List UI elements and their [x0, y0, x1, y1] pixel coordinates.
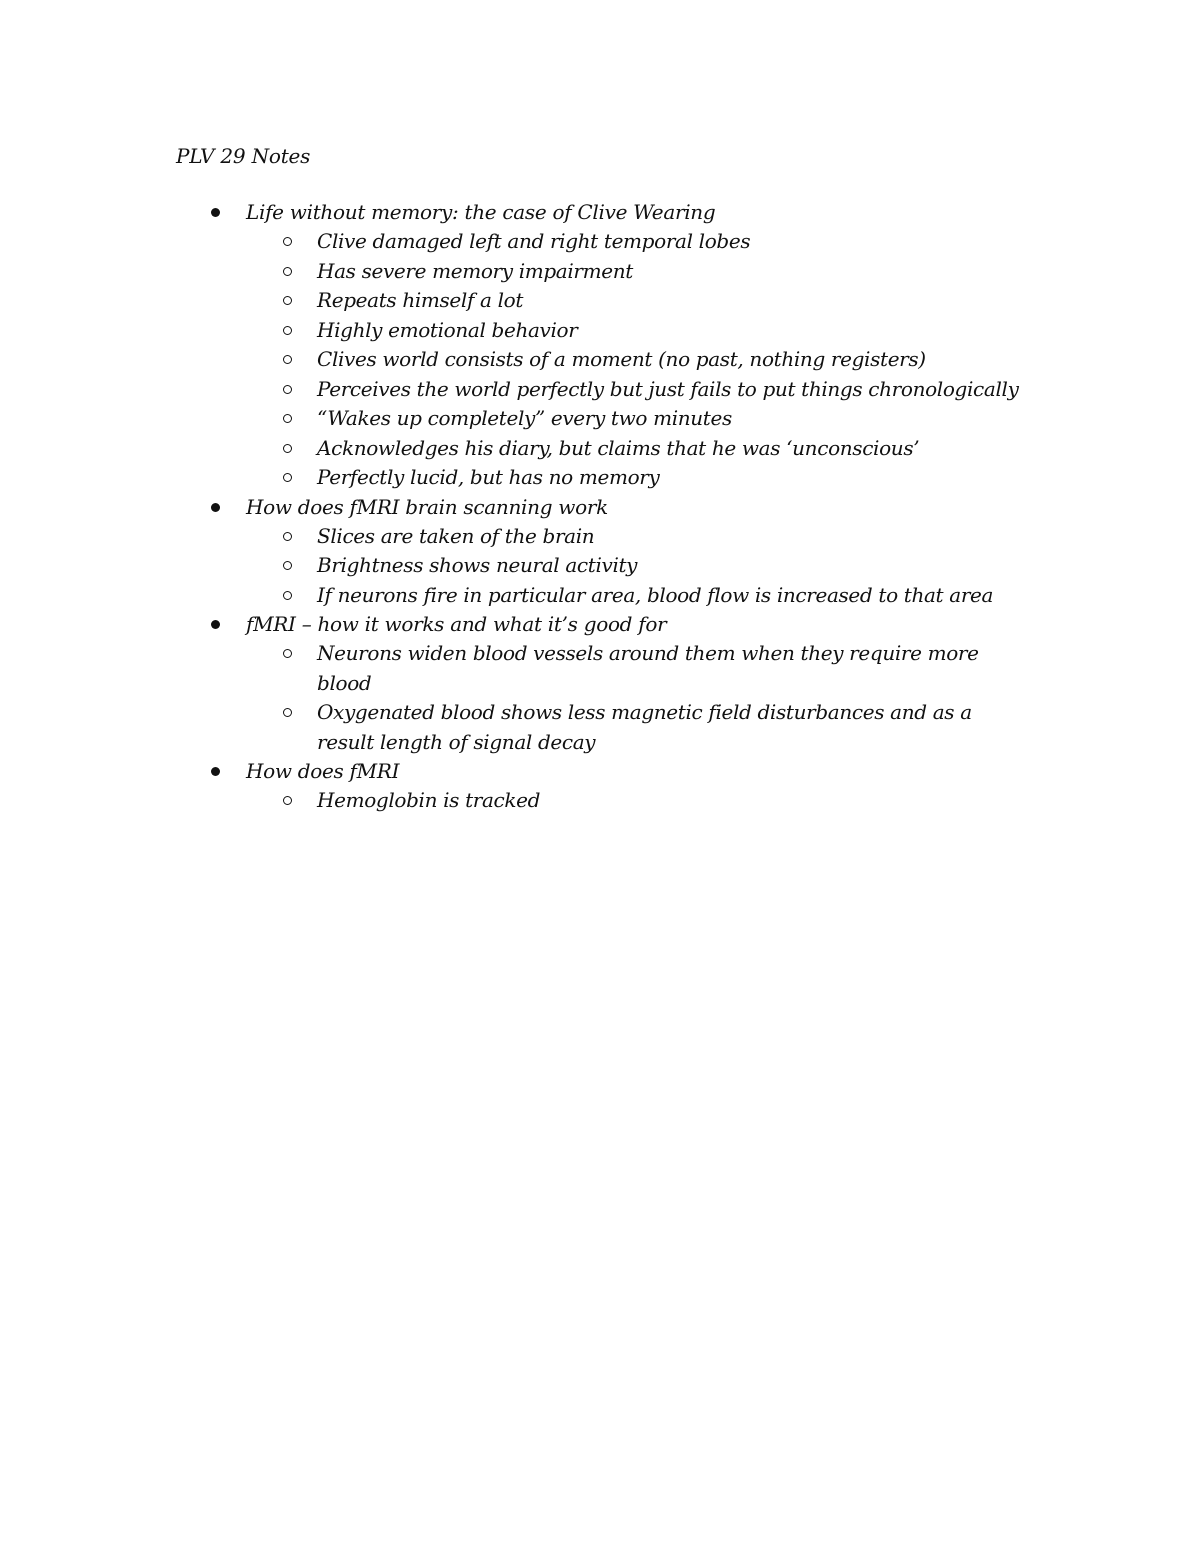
hollow-bullet-icon [283, 267, 292, 276]
list-item [0, 345, 1200, 375]
outline-section [0, 493, 1200, 611]
list-item-text: Perfectly lucid, but has no memory [317, 465, 660, 489]
list-item [0, 257, 1200, 287]
section-heading-row [0, 757, 1200, 786]
section-heading-row [0, 493, 1200, 522]
section-heading: How does fMRI brain scanning work [246, 494, 608, 519]
list-item-text: Brightness shows neural activity [317, 553, 638, 577]
hollow-bullet-icon [283, 237, 292, 246]
list-item-text: Acknowledges his diary, but claims that he was ‘unconscious’ [317, 435, 920, 460]
hollow-bullet-icon [283, 444, 292, 453]
list-item-text: Slices are taken of the brain [317, 523, 595, 548]
list-item [0, 581, 1200, 611]
list-item [0, 463, 1200, 493]
filled-bullet-icon [211, 620, 220, 629]
list-item-text: Highly emotional behavior [317, 317, 578, 342]
outline-section [0, 198, 1200, 493]
hollow-bullet-icon [283, 591, 292, 600]
section-heading: Life without memory: the case of Clive Wearing [246, 200, 716, 224]
list-item [0, 404, 1200, 434]
list-item-text: Clives world consists of a moment (no past, nothing registers) [317, 347, 926, 371]
sub-list [0, 227, 1200, 493]
filled-bullet-icon [211, 503, 220, 512]
notes-outline [0, 198, 1200, 816]
sub-list [0, 639, 1200, 757]
section-heading-row [0, 610, 1200, 639]
page-title: PLV 29 Notes [176, 144, 311, 168]
list-item-text: Neurons widen blood vessels around them when they require more blood [317, 641, 979, 695]
hollow-bullet-icon [283, 708, 292, 717]
hollow-bullet-icon [283, 532, 292, 541]
hollow-bullet-icon [283, 355, 292, 364]
list-item-text: Perceives the world perfectly but just fails to put things chronologically [317, 376, 1019, 401]
list-item [0, 227, 1200, 257]
hollow-bullet-icon [283, 326, 292, 335]
section-heading: How does fMRI [246, 759, 400, 783]
list-item [0, 316, 1200, 346]
sub-list [0, 786, 1200, 816]
hollow-bullet-icon [283, 385, 292, 394]
list-item-text: “Wakes up completely” every two minutes [317, 406, 732, 430]
list-item-text: Clive damaged left and right temporal lobes [317, 229, 751, 253]
list-item-text: Hemoglobin is tracked [317, 788, 541, 812]
list-item [0, 639, 1200, 698]
list-item-text: Repeats himself a lot [317, 288, 524, 312]
list-item [0, 698, 1200, 757]
hollow-bullet-icon [283, 414, 292, 423]
filled-bullet-icon [211, 767, 220, 776]
outline-section [0, 610, 1200, 757]
hollow-bullet-icon [283, 649, 292, 658]
list-item-text: Has severe memory impairment [317, 258, 633, 283]
filled-bullet-icon [211, 208, 220, 217]
list-item [0, 434, 1200, 464]
list-item [0, 786, 1200, 816]
list-item-text: If neurons fire in particular area, blood flow is increased to that area [317, 582, 994, 607]
outline-section [0, 757, 1200, 816]
list-item [0, 551, 1200, 581]
hollow-bullet-icon [283, 561, 292, 570]
section-heading-row [0, 198, 1200, 227]
list-item [0, 375, 1200, 405]
hollow-bullet-icon [283, 473, 292, 482]
list-item-text: Oxygenated blood shows less magnetic field disturbances and as a result length of signal decay [317, 700, 972, 754]
list-item [0, 522, 1200, 552]
hollow-bullet-icon [283, 296, 292, 305]
section-heading: fMRI – how it works and what it’s good for [246, 612, 667, 636]
list-item [0, 286, 1200, 316]
sub-list [0, 522, 1200, 611]
hollow-bullet-icon [283, 796, 292, 805]
